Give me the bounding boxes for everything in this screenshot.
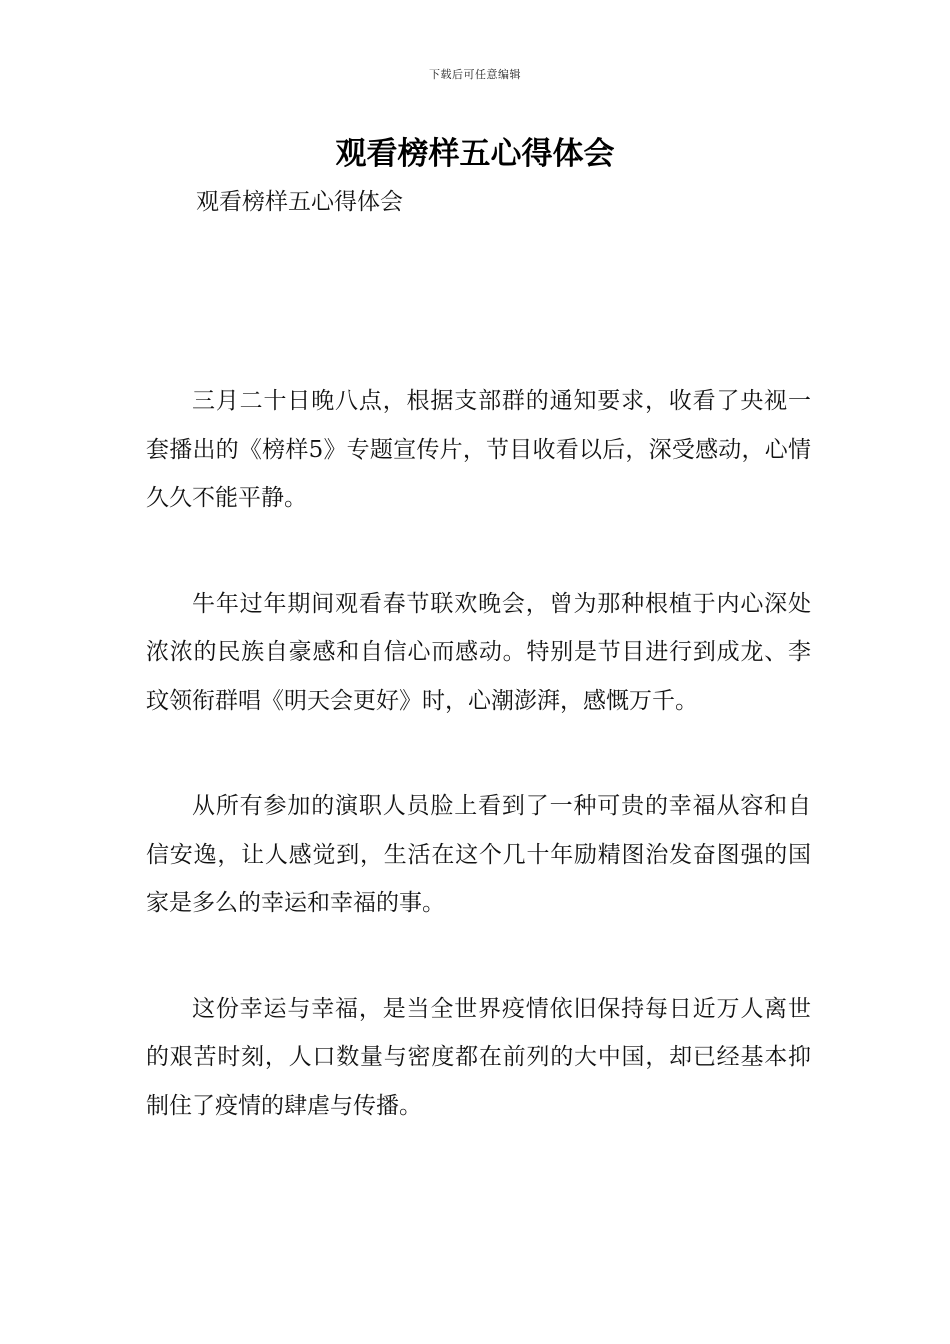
paragraph-4: 这份幸运与幸福，是当全世界疫情依旧保持每日近万人离世的艰苦时刻，人口数量与密度都在前列的大中国，却已经基本抑制住了疫情的肆虐与传播。 [146, 995, 811, 1119]
paragraph-3: 从所有参加的演职人员脸上看到了一种可贵的幸福从容和自信安逸，让人感觉到，生活在这个几十年励精图治发奋图强的国家是多么的幸运和幸福的事。 [146, 793, 811, 916]
paragraph-1: 三月二十日晚八点，根据支部群的通知要求，收看了央视一套播出的《榜样5》专题宣传片，节目收看以后，深受感动，心情久久不能平静。 [146, 388, 811, 511]
document-title: 观看榜样五心得体会 [335, 136, 615, 172]
header-note: 下载后可任意编辑 [429, 68, 521, 81]
paragraph-2: 牛年过年期间观看春节联欢晚会，曾为那种根植于内心深处浓浓的民族自豪感和自信心而感动。特别是节目进行到成龙、李玟领衔群唱《明天会更好》时，心潮澎湃，感慨万千。 [146, 590, 811, 714]
document-body [146, 377, 811, 1187]
document-subtitle: 观看榜样五心得体会 [196, 189, 403, 215]
